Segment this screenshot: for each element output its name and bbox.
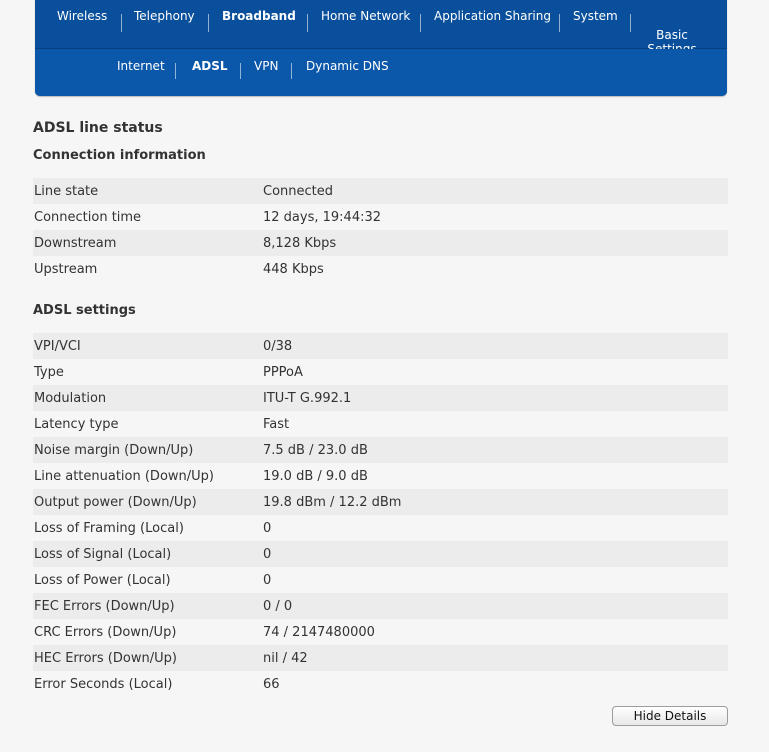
table-row xyxy=(33,204,728,230)
top-navigation xyxy=(35,0,727,49)
nav-separator xyxy=(240,63,241,79)
row-value: Fast xyxy=(263,417,290,432)
row-value: Connected xyxy=(263,184,334,199)
row-value: 7.5 dB / 23.0 dB xyxy=(263,443,368,458)
row-value: 0 xyxy=(263,547,272,562)
table-row xyxy=(33,178,728,204)
sub-navigation xyxy=(35,49,727,96)
nav-separator xyxy=(630,14,631,32)
table-row xyxy=(33,359,728,385)
row-value: 0 xyxy=(263,521,272,536)
connection-info-table xyxy=(33,178,728,282)
row-value: 0/38 xyxy=(263,339,293,354)
section-connection-information: Connection information xyxy=(33,148,206,163)
table-row xyxy=(33,515,728,541)
table-row xyxy=(33,489,728,515)
table-row xyxy=(33,230,728,256)
table-row xyxy=(33,567,728,593)
row-value: 12 days, 19:44:32 xyxy=(263,210,382,225)
table-row xyxy=(33,593,728,619)
subnav-internet[interactable]: Internet xyxy=(117,59,165,73)
adsl-settings-table xyxy=(33,333,728,697)
row-value: 8,128 Kbps xyxy=(263,236,337,251)
row-label: HEC Errors (Down/Up) xyxy=(34,651,177,666)
row-value: 19.0 dB / 9.0 dB xyxy=(263,469,368,484)
row-value: 19.8 dBm / 12.2 dBm xyxy=(263,495,402,510)
row-value: PPPoA xyxy=(263,365,303,380)
nav-separator xyxy=(420,14,421,32)
nav-system[interactable]: System xyxy=(573,9,618,23)
row-value: ITU-T G.992.1 xyxy=(263,391,352,406)
subnav-vpn[interactable]: VPN xyxy=(254,59,279,73)
row-value: 66 xyxy=(263,677,280,692)
nav-separator xyxy=(291,63,292,79)
table-row xyxy=(33,645,728,671)
row-label: Output power (Down/Up) xyxy=(34,495,197,510)
row-label: Loss of Framing (Local) xyxy=(34,521,184,536)
nav-telephony[interactable]: Telephony xyxy=(134,9,195,23)
row-label: FEC Errors (Down/Up) xyxy=(34,599,175,614)
nav-application-sharing[interactable]: Application Sharing xyxy=(434,9,551,23)
table-row xyxy=(33,619,728,645)
hide-details-button[interactable]: Hide Details xyxy=(612,706,728,726)
row-value: 0 xyxy=(263,573,272,588)
row-label: Upstream xyxy=(34,262,98,277)
row-label: VPI/VCI xyxy=(34,339,81,354)
row-value: 0 / 0 xyxy=(263,599,293,614)
nav-home-network[interactable]: Home Network xyxy=(321,9,411,23)
table-row xyxy=(33,333,728,359)
row-label: Line attenuation (Down/Up) xyxy=(34,469,214,484)
router-header xyxy=(35,0,727,96)
nav-separator xyxy=(121,14,122,32)
nav-basic-settings[interactable]: Basic xyxy=(656,28,688,42)
row-label: Loss of Power (Local) xyxy=(34,573,171,588)
table-row xyxy=(33,541,728,567)
table-row xyxy=(33,411,728,437)
nav-separator xyxy=(559,14,560,32)
table-row xyxy=(33,385,728,411)
row-value: 448 Kbps xyxy=(263,262,324,277)
row-value: nil / 42 xyxy=(263,651,308,666)
table-row xyxy=(33,437,728,463)
row-label: CRC Errors (Down/Up) xyxy=(34,625,177,640)
nav-wireless[interactable]: Wireless xyxy=(57,9,108,23)
table-row xyxy=(33,463,728,489)
page-title: ADSL line status xyxy=(33,120,163,136)
row-label: Loss of Signal (Local) xyxy=(34,547,172,562)
row-label: Error Seconds (Local) xyxy=(34,677,173,692)
row-label: Noise margin (Down/Up) xyxy=(34,443,194,458)
row-value: 74 / 2147480000 xyxy=(263,625,375,640)
row-label: Latency type xyxy=(34,417,119,432)
row-label: Line state xyxy=(34,184,99,199)
subnav-adsl[interactable]: ADSL xyxy=(192,59,228,73)
nav-broadband[interactable]: Broadband xyxy=(222,9,296,23)
row-label: Modulation xyxy=(34,391,107,406)
row-label: Downstream xyxy=(34,236,117,251)
section-adsl-settings: ADSL settings xyxy=(33,303,136,318)
row-label: Connection time xyxy=(34,210,142,225)
nav-separator xyxy=(307,14,308,32)
table-row xyxy=(33,671,728,697)
subnav-dynamic-dns[interactable]: Dynamic DNS xyxy=(306,59,389,73)
table-row xyxy=(33,256,728,282)
row-label: Type xyxy=(34,365,64,380)
nav-separator xyxy=(208,14,209,32)
nav-separator xyxy=(175,63,176,79)
